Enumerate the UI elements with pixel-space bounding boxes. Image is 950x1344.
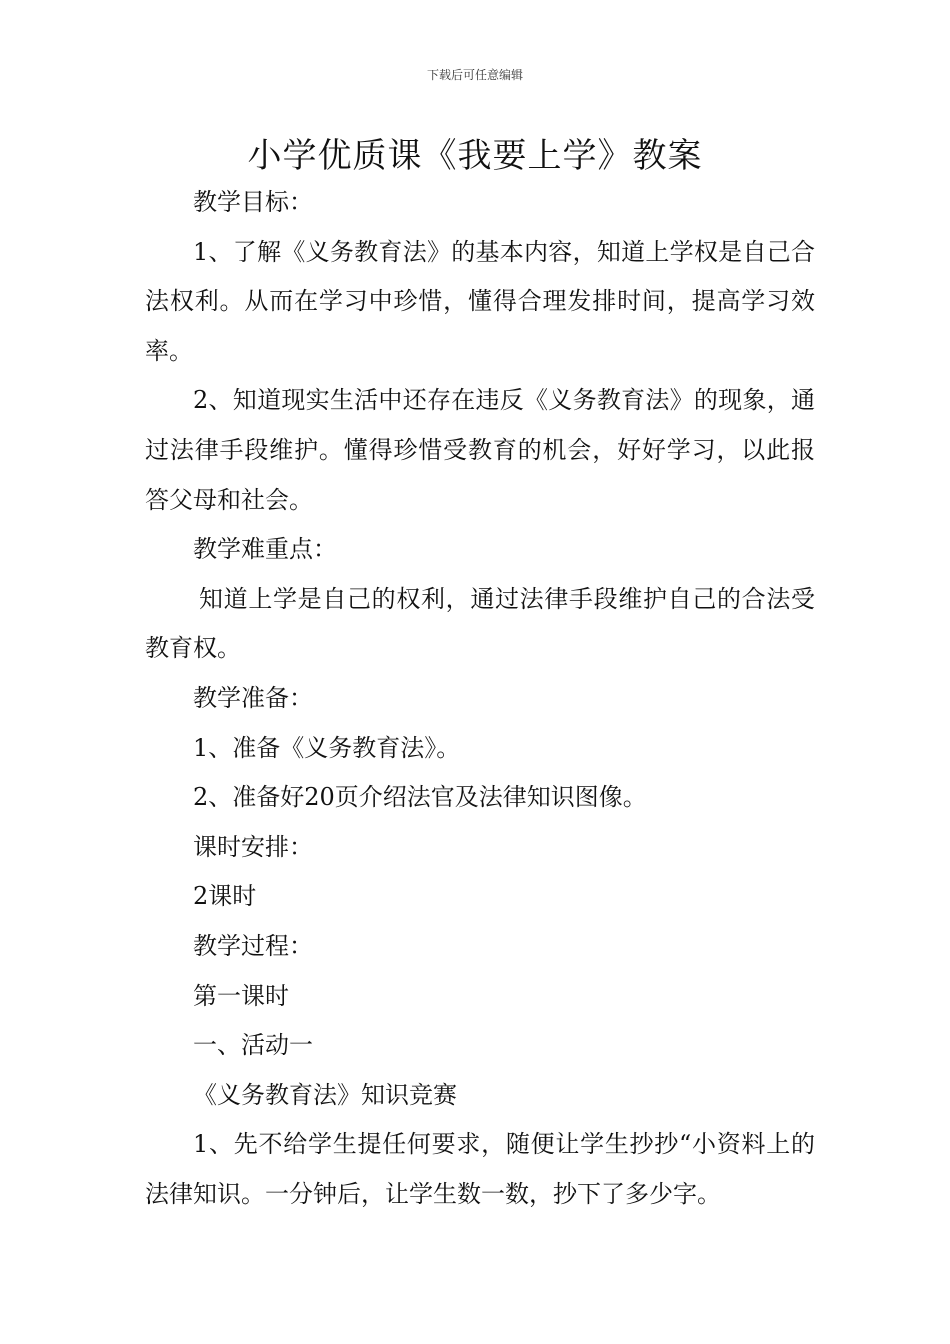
activity-one-step-1: 1、先不给学生提任何要求，随便让学生抄抄“小资料上的法律知识。一分钟后，让学生数一数，抄下了多少字。 xyxy=(145,1130,815,1208)
preparation-item-1: 1、准备《义务教育法》。 xyxy=(193,733,461,762)
key-points-text: 知道上学是自己的权利，通过法律手段维护自己的合法受教育权。 xyxy=(145,584,815,663)
objective-item-1: 1、了解《义务教育法》的基本内容，知道上学权是自己合法权利。从而在学习中珍惜，懂得合理发排时间，提高学习效率。 xyxy=(145,237,815,365)
document-body xyxy=(145,178,815,1219)
section-heading-process: 教学过程： xyxy=(193,931,313,960)
objective-item-2: 2、知道现实生活中还存在违反《义务教育法》的现象，通过法律手段维护。懂得珍惜受教育的机会，好好学习，以此报答父母和社会。 xyxy=(145,386,815,514)
preparation-item-2: 2、准备好20页介绍法官及法律知识图像。 xyxy=(193,783,647,812)
section-heading-schedule: 课时安排： xyxy=(193,832,313,861)
section-heading-preparation: 教学准备： xyxy=(193,683,313,712)
activity-one-heading: 一、活动一 xyxy=(193,1031,313,1060)
activity-one-title: 《义务教育法》知识竞赛 xyxy=(193,1080,457,1109)
document-title: 小学优质课《我要上学》教案 xyxy=(247,136,703,176)
page-header-note: 下载后可任意编辑 xyxy=(426,68,523,82)
section-heading-key-points: 教学难重点： xyxy=(193,535,337,564)
section-heading-objectives: 教学目标： xyxy=(193,188,313,216)
lesson-one-heading: 第一课时 xyxy=(193,981,289,1010)
schedule-text: 2课时 xyxy=(193,882,257,911)
